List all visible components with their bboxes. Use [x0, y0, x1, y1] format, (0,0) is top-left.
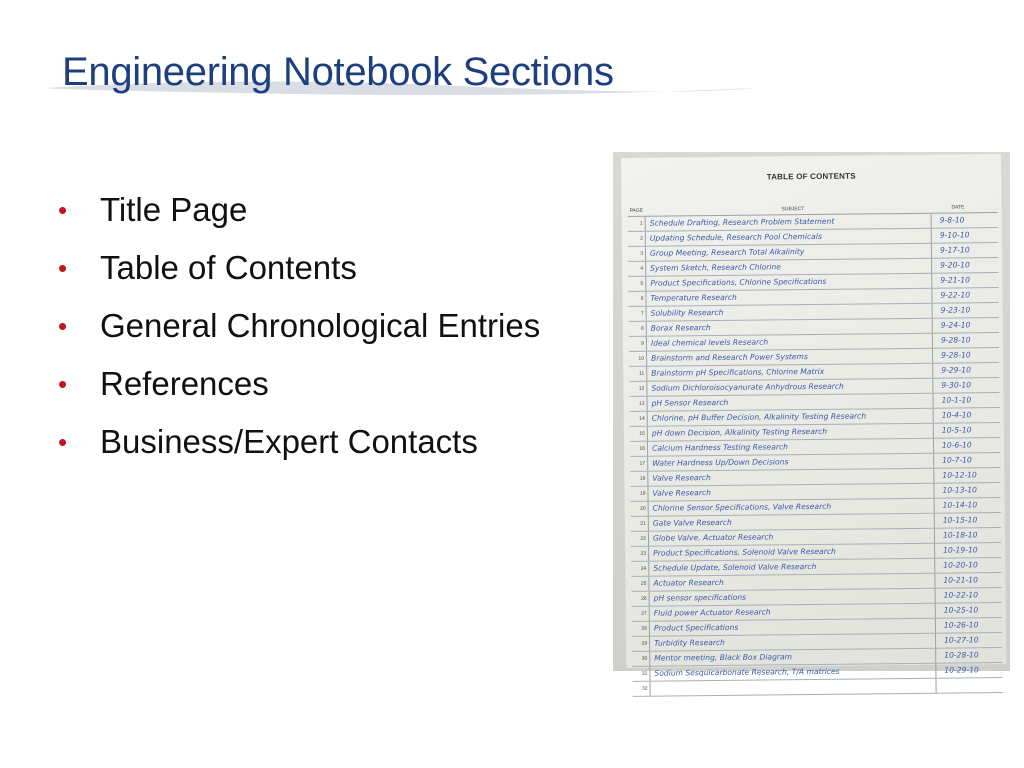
toc-row-number: 14	[630, 412, 648, 426]
toc-row-date	[937, 685, 1003, 686]
toc-row-number: 28	[632, 622, 650, 636]
toc-row-date: 9-8-10	[939, 215, 965, 225]
bullet-item	[58, 250, 578, 286]
bullet-text: Business/Expert Contacts	[100, 423, 478, 460]
toc-row-date: 10-26-10	[943, 620, 979, 630]
toc-row-date: 10-13-10	[942, 485, 978, 495]
toc-row-subject: Borax Research	[647, 319, 933, 336]
toc-row-subject: Mentor meeting, Black Box Diagram	[650, 649, 936, 666]
toc-row-number: 3	[628, 247, 646, 261]
toc-row-number: 8	[629, 322, 647, 336]
toc-row-number: 9	[629, 337, 647, 351]
toc-row-number: 24	[631, 562, 649, 576]
col-date-header: DATE	[951, 204, 965, 211]
toc-row-subject	[650, 679, 936, 696]
toc-row-date: 10-27-10	[944, 635, 979, 645]
toc-row-subject: Actuator Research	[649, 574, 935, 591]
toc-row-subject: Updating Schedule, Research Pool Chemicals	[646, 229, 932, 246]
toc-row-subject: System Sketch, Research Chlorine	[646, 259, 932, 276]
bullet-item	[58, 424, 578, 460]
toc-row-number: 7	[629, 307, 647, 321]
toc-row-number: 22	[631, 532, 649, 546]
toc-row-number: 11	[629, 367, 647, 381]
toc-row-number: 21	[631, 517, 649, 531]
toc-row-subject: Gate Valve Research	[649, 514, 935, 531]
bullet-dot-icon: •	[58, 311, 68, 341]
toc-row-number: 13	[630, 397, 648, 411]
toc-row-date: 10-21-10	[943, 575, 978, 585]
toc-row-number: 4	[628, 262, 646, 276]
toc-row-subject: Valve Research	[648, 484, 934, 501]
toc-row-date: 9-20-10	[940, 260, 970, 270]
col-subject-header: SUBJECT	[781, 206, 805, 213]
toc-row-date: 10-19-10	[943, 545, 978, 555]
toc-row-date: 10-22-10	[943, 590, 979, 600]
toc-row-subject: Water Hardness Up/Down Decisions	[648, 454, 934, 471]
toc-row-date: 10-25-10	[943, 605, 979, 615]
toc-row-date: 10-6-10	[941, 440, 972, 450]
bullet-item	[58, 308, 578, 344]
toc-row-date: 10-28-10	[944, 650, 979, 660]
toc-row-number: 12	[629, 382, 647, 396]
toc-row-date: 9-30-10	[941, 380, 972, 390]
toc-row-subject: Chlorine Sensor Specifications, Valve Research	[649, 499, 935, 516]
toc-row-date: 10-12-10	[942, 470, 977, 480]
toc-row-subject: pH sensor specifications	[650, 589, 936, 606]
toc-row-number: 2	[628, 232, 646, 246]
toc-row-subject: Chlorine, pH Buffer Decision, Alkalinity Testing Research	[648, 409, 934, 426]
bullet-list	[58, 192, 578, 482]
toc-row-date: 10-20-10	[943, 560, 978, 570]
toc-row-date: 9-22-10	[940, 290, 971, 300]
toc-row-number: 15	[630, 427, 648, 441]
toc-row-subject: pH down Decision, Alkalinity Testing Research	[648, 424, 934, 441]
toc-row-subject: Group Meeting, Research Total Alkalinity	[646, 244, 932, 261]
toc-row-number: 32	[632, 682, 650, 696]
bullet-text: Title Page	[100, 191, 248, 228]
toc-row-subject: Product Specifications, Chlorine Specifications	[646, 274, 932, 291]
toc-row-date: 10-18-10	[942, 530, 978, 540]
bullet-item	[58, 192, 578, 228]
toc-row-subject: Valve Research	[648, 469, 934, 486]
toc-row-number: 18	[630, 472, 648, 486]
toc-row-subject: Sodium Sesquicarbonate Research, T/A matrices	[650, 664, 936, 681]
toc-row-number: 10	[629, 352, 647, 366]
bullet-dot-icon: •	[58, 427, 68, 457]
toc-row-number: 31	[632, 667, 650, 681]
toc-row-number: 27	[632, 607, 650, 621]
slide-title: Engineering Notebook Sections	[62, 50, 614, 94]
toc-row-number: 30	[632, 652, 650, 666]
bullet-dot-icon: •	[58, 369, 68, 399]
toc-row-number: 29	[632, 637, 650, 651]
toc-row-number: 5	[628, 277, 646, 291]
toc-row-subject: Turbidity Research	[650, 634, 936, 651]
toc-row-subject: Brainstorm and Research Power Systems	[647, 349, 933, 366]
toc-heading: TABLE OF CONTENTS	[766, 171, 856, 182]
toc-row-number: 1	[628, 217, 646, 231]
toc-row-subject: Schedule Update, Solenoid Valve Research	[649, 559, 935, 576]
toc-row-subject: Temperature Research	[646, 289, 932, 306]
toc-row-number: 16	[630, 442, 648, 456]
col-page-header: PAGE	[629, 207, 644, 214]
toc-row-date: 9-28-10	[941, 350, 971, 360]
toc-row-subject: Brainstorm pH Specifications, Chlorine Matrix	[647, 364, 933, 381]
bullet-text: References	[100, 365, 269, 402]
toc-row-subject: Fluid power Actuator Research	[650, 604, 936, 621]
toc-row-subject: Calcium Hardness Testing Research	[648, 439, 934, 456]
toc-row-number: 6	[628, 292, 646, 306]
toc-row-subject: Product Specifications, Solenoid Valve Research	[649, 544, 935, 561]
toc-row-number: 26	[632, 592, 650, 606]
toc-row-subject: Ideal chemical levels Research	[647, 334, 933, 351]
toc-row-date: 9-23-10	[940, 305, 971, 315]
toc-row	[632, 678, 1002, 697]
notebook-photo	[613, 152, 1010, 692]
toc-row-date: 9-21-10	[940, 275, 970, 285]
toc-row-date: 9-24-10	[940, 320, 971, 330]
bullet-dot-icon: •	[58, 195, 68, 225]
toc-table	[628, 212, 1003, 692]
notebook-page	[621, 154, 1006, 692]
toc-row-date: 10-5-10	[941, 425, 972, 435]
toc-row-subject: Globe Valve, Actuator Research	[649, 529, 935, 546]
bullet-dot-icon: •	[58, 253, 68, 283]
toc-row-date: 10-15-10	[942, 515, 978, 525]
toc-row-number: 23	[631, 547, 649, 561]
toc-row-date: 9-10-10	[939, 230, 970, 240]
toc-row-date: 10-7-10	[942, 455, 972, 465]
toc-row-number: 19	[630, 487, 648, 501]
toc-row-date: 10-29-10	[944, 665, 979, 675]
toc-row-subject: Sodium Dichloroisocyanurate Anhydrous Research	[647, 379, 933, 396]
toc-row-number: 17	[630, 457, 648, 471]
toc-row-subject: Schedule Drafting, Research Problem Statement	[646, 214, 932, 231]
toc-row-subject: pH Sensor Research	[648, 394, 934, 411]
bullet-text: General Chronological Entries	[100, 307, 541, 344]
toc-row-subject: Product Specifications	[650, 619, 936, 636]
bullet-text: Table of Contents	[100, 249, 357, 286]
bullet-item	[58, 366, 578, 402]
toc-row-date: 10-4-10	[941, 410, 972, 420]
toc-row-number: 25	[631, 577, 649, 591]
toc-row-date: 9-28-10	[940, 335, 971, 345]
toc-row-subject: Solubility Research	[647, 304, 933, 321]
toc-row-date: 10-14-10	[942, 500, 978, 510]
toc-row-date: 9-29-10	[941, 365, 971, 375]
toc-row-date: 9-17-10	[939, 245, 970, 255]
toc-row-number: 20	[631, 502, 649, 516]
toc-row-date: 10-1-10	[941, 395, 972, 405]
